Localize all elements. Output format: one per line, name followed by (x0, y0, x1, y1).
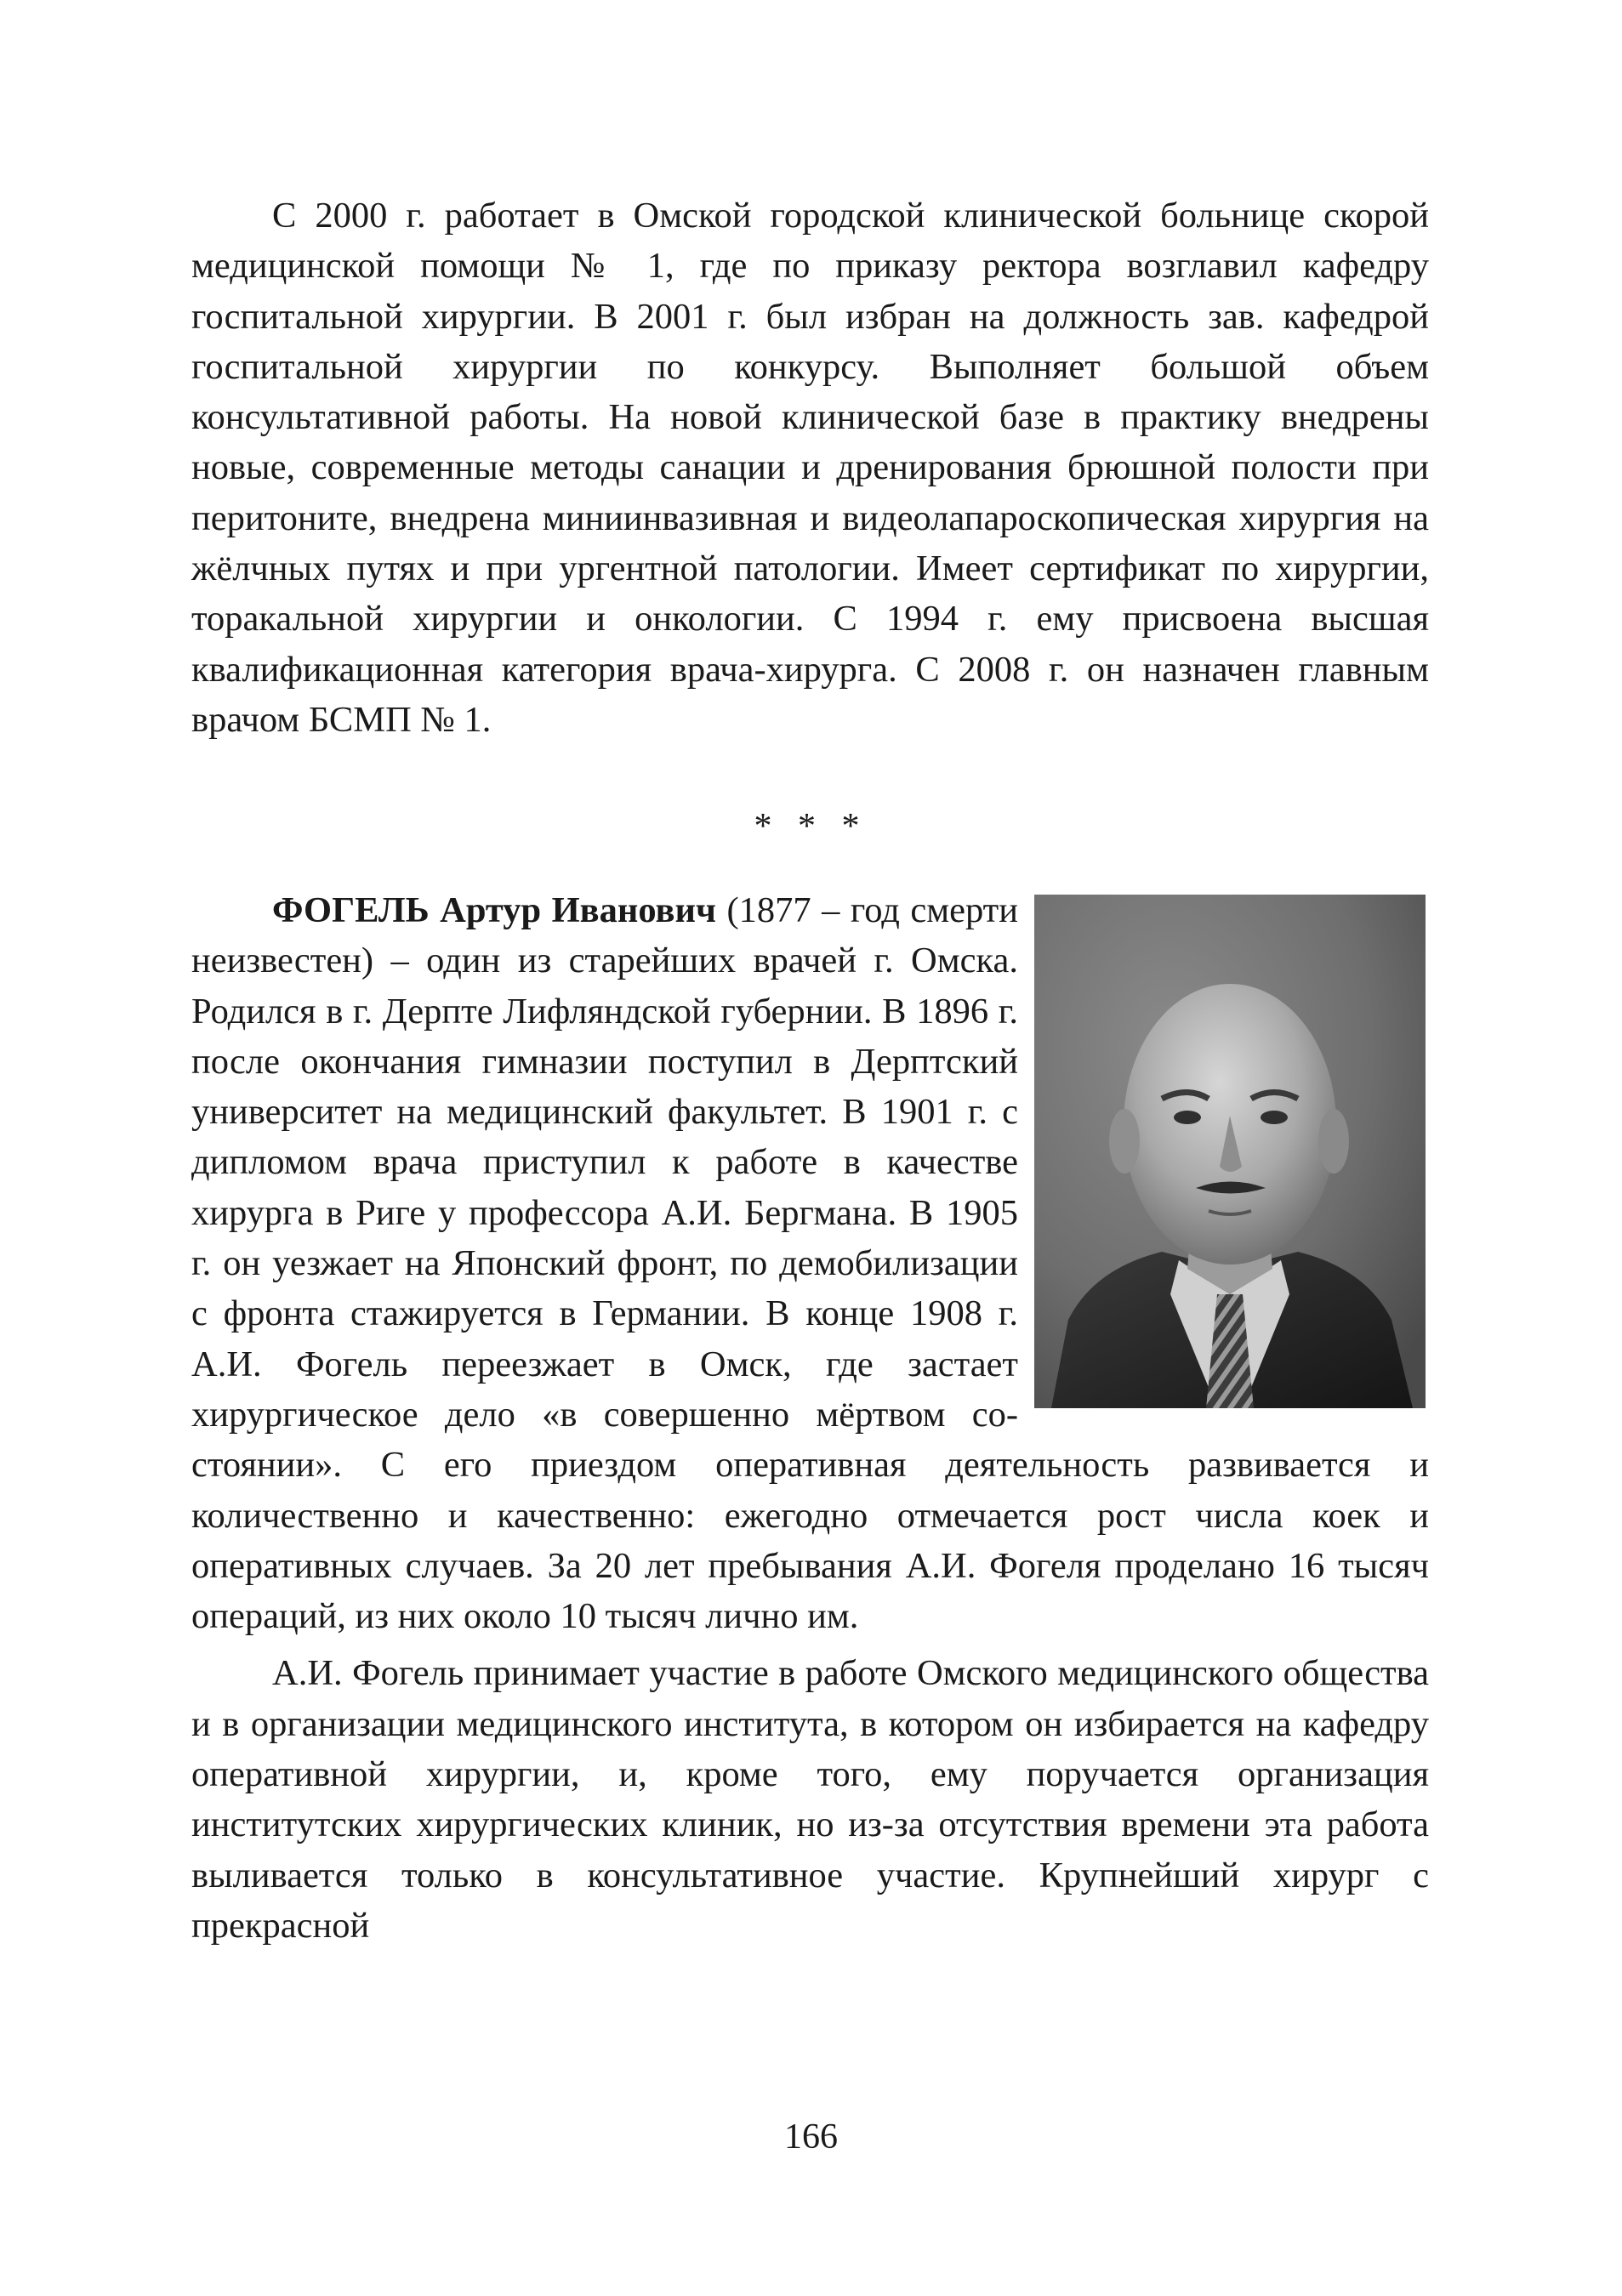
section-separator: * * * (754, 807, 868, 846)
page-number: 166 (784, 2117, 838, 2157)
portrait-right-eye (1261, 1111, 1288, 1124)
portrait-right-ear (1318, 1109, 1349, 1174)
entry-name: ФОГЕЛЬ Артур Иванович (272, 890, 716, 930)
portrait-left-ear (1109, 1109, 1140, 1174)
portrait-left-eye (1174, 1111, 1201, 1124)
portrait-photo (1034, 895, 1426, 1408)
paragraph-fogel-intro-text: (1877 – год смерти неизвестен) – один из старейших врачей г. Омска. Родился в г. Дерпте Лифляндской губернии. В 1896 г. после окончания гимназии поступил в Дерптский университет на медицинский факультет. В 1901 г. с дипломом врача приступил к работе в качестве хирурга в Риге у профессора А.И. Бергмана. В 1905 г. он уезжает на Японский фронт, по демобилизации с фронта стажируется в Германии. В конце 1908 г. А.И. Фогель переезжает в Омск, где застает хирургическое дело «в совершенно мёртвом состоянии». С его приездом оперативная деятельность развивается и количественно и качественно: ежегодно отмечается рост числа коек и оперативных случаев. За 20 лет пребывания А.И. Фогеля проделано 16 тысяч операций, из них около 10 тысяч лично им. (191, 890, 1429, 1637)
paragraph-career-omsk: С 2000 г. работает в Омской городской клинической больнице скорой медицинской помощи № 1, где по приказу ректора возглавил кафедру госпитальной хирургии. В 2001 г. был избран на должность зав. кафедрой госпитальной хирургии по конкурсу. Выполняет большой объем консультативной работы. На новой клинической базе в практику внедрены новые, современные методы санации и дренирования брюшной полости при перитоните, внедрена миниинвазивная и видеолапароскопическая хирургия на жёлчных путях и при ургентной патологии. Имеет сертификат по хирургии, торакальной хирургии и онкологии. С 1994 г. ему присвоена высшая квалификационная категория врача-хирурга. С 2008 г. он назначен главным врачом БСМП № 1. (191, 196, 1429, 740)
text-block-top (191, 190, 1429, 745)
paragraph-fogel-society: А.И. Фогель принимает участие в работе Омского медицинского общества и в организации медицинского института, в котором он избирается на кафедру оперативной хирургии, и, кроме того, ему поручается организация институтских хирургических клиник, но из-за отсутствия времени эта работа выливается только в консультативное участие. Крупнейший хирург с прекрасной (191, 1653, 1429, 1946)
portrait-image (1034, 895, 1426, 1408)
